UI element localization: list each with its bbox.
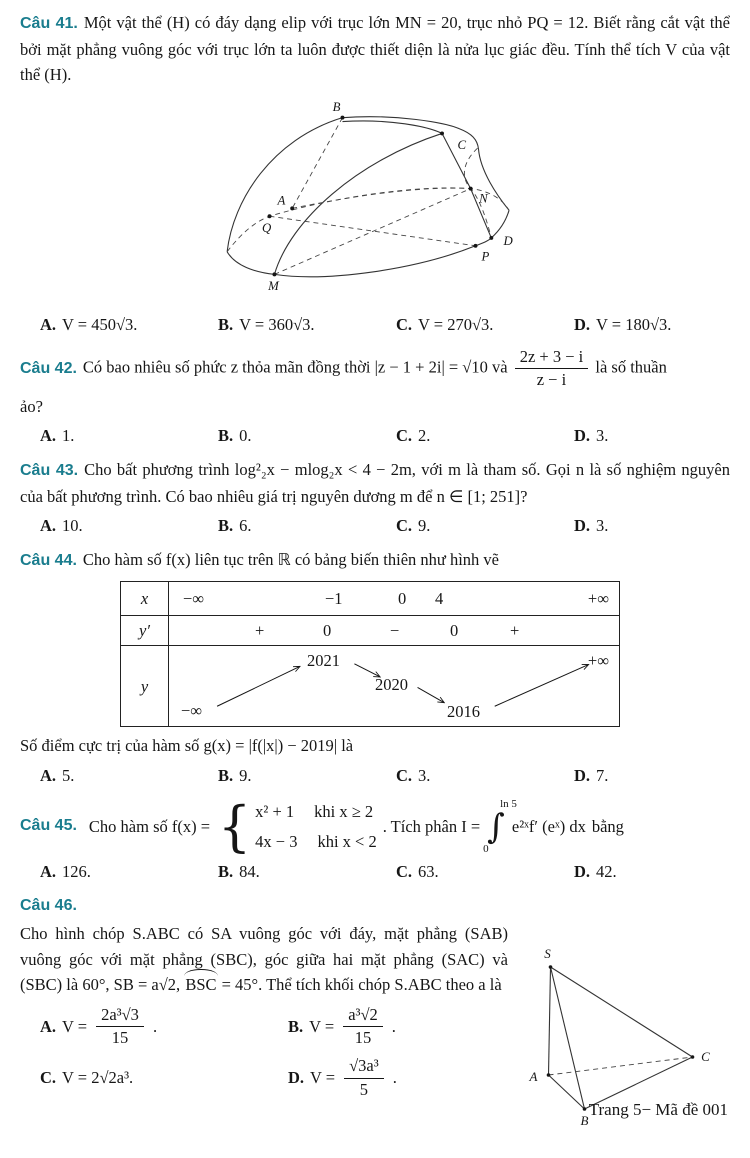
q42-options (40, 423, 730, 449)
q44-option-d: D. 7. (574, 765, 609, 785)
q44-option-a: A. 5. (40, 765, 75, 785)
q42-text-after: là số thuần (595, 357, 667, 377)
q44-label: Câu 44. (20, 551, 77, 569)
row-x-header: x (121, 582, 169, 615)
q43-label: Câu 43. (20, 461, 79, 479)
q46-option-c: C. V = 2√2a³. (40, 1068, 134, 1088)
label-P: P (481, 249, 490, 264)
q42-option-d: D. 3. (574, 426, 609, 446)
table-row-x: x −∞ −1 0 4 +∞ (121, 582, 619, 615)
q45-text-after: bằng (591, 816, 624, 836)
label-A: A (277, 193, 286, 208)
q44-option-b: B. 9. (218, 765, 252, 785)
q44-text: Cho hàm số f(x) liên tục trên ℝ có bảng biến thiên như hình vẽ (82, 549, 500, 569)
q46-statement (20, 921, 508, 998)
q41-label: Câu 41. (20, 15, 78, 32)
integral-upper-limit: ln 5 (500, 797, 517, 810)
q43-statement (20, 457, 730, 509)
q43-option-b: B. 6. (218, 516, 252, 536)
q41-statement (20, 10, 730, 88)
q43-option-d: D. 3. (574, 516, 609, 536)
q46-option-a: A. V = $\frac{\text{2a³√3}}{15}$ . (40, 1004, 288, 1050)
q45-option-c: C. 63. (396, 861, 439, 881)
q46-label: Câu 46. (20, 897, 77, 915)
fraction: $\frac{\text{2a³√3}}{15}$ (96, 1004, 144, 1050)
q45-option-b: B. 84. (218, 861, 260, 881)
table-row-y: y 2021 2020 2016 −∞ +∞ (121, 645, 619, 726)
table-row-y-prime: y′ + 0 − 0 + (121, 615, 619, 645)
q45-option-a: A. 126. (40, 861, 91, 881)
q42-option-c: C. 2. (396, 426, 431, 446)
label-S: S (544, 946, 551, 962)
label-B: B (580, 1113, 589, 1129)
q44-options (40, 763, 730, 789)
q46-heading (20, 892, 730, 919)
page-footer: Trang 5− Mã đề 001 (588, 1099, 728, 1119)
q45-piecewise-cases (255, 799, 377, 855)
row-yprime-header: y′ (121, 616, 169, 645)
integral-sign: ∫ (487, 806, 505, 847)
fraction: $\frac{\text{a³√2}}{15}$ (343, 1004, 383, 1050)
q43-option-a: A. 10. (40, 516, 83, 536)
q42-statement (20, 346, 730, 392)
label-N: N (479, 191, 488, 206)
q45-integrand: e²ˣf′ (eˣ) dx (511, 816, 586, 836)
label-A: A (529, 1069, 538, 1085)
label-Q: Q (261, 220, 272, 235)
q45-option-d: D. 42. (574, 861, 617, 881)
q41-option-d: D. V = 180√3. (574, 315, 672, 335)
q46-options (40, 1004, 508, 1101)
label-C: C (457, 138, 467, 153)
q41-text: Một vật thể (H) có đáy dạng elip với trục lớn MN = 20, trục nhỏ PQ = 12. Biết rằng cắt vật thể bởi mặt phẳng vuông góc với trục lớn ta luôn được thiết diện là nửa lục giác đều. Tính thể tích V của vật thể (H). (20, 13, 730, 85)
q45-integral (483, 797, 517, 855)
q42-fraction: $\frac{2z + 3 - i}{z - i}$ (515, 346, 589, 392)
q41-figure (215, 94, 535, 309)
integral-lower-limit: 0 (483, 842, 489, 855)
q46-option-d: D. V = $\frac{\text{√3a³}}{5}$ . (288, 1055, 508, 1101)
case-row: x² + 1 khi x ≥ 2 (255, 801, 374, 821)
q45-label: Câu 45. (20, 817, 77, 835)
q44-option-c: C. 3. (396, 765, 431, 785)
q43-option-c: C. 9. (396, 516, 431, 536)
fraction: $\frac{\text{√3a³}}{5}$ (344, 1055, 384, 1101)
q46-text-seg2: = 45°. Thể tích khối chóp S.ABC theo a là (217, 975, 502, 995)
q45-statement (20, 795, 730, 859)
q41-options (40, 312, 730, 338)
q44-post-text: Số điểm cực trị của hàm số g(x) = |f(|x|) − 2019| là (20, 736, 354, 756)
q41-option-a: A. V = 450√3. (40, 315, 138, 335)
label-D: D (503, 233, 513, 248)
q45-text-before: Cho hàm số f(x) = (88, 816, 211, 836)
q45-text-mid: . Tích phân I = (382, 816, 481, 836)
piecewise-brace: { (218, 795, 252, 859)
q46-left-column (20, 921, 518, 1158)
variation-table (120, 581, 620, 727)
q42-option-b: B. 0. (218, 426, 252, 446)
q42-text-before: Có bao nhiêu số phức z thỏa mãn đồng thời |z − 1 + 2i| = √10 và (82, 357, 508, 377)
q42-option-a: A. 1. (40, 426, 75, 446)
q43-text: Cho bất phương trình log²₂x − mlog₂x < 4 − 2m, với m là tham số. Gọi n là số nghiệm nguyên của bất phương trình. Có bao nhiêu giá trị nguyên dương m để n ∈ [1; 251]? (20, 459, 730, 506)
q46-option-b: B. V = $\frac{\text{a³√2}}{15}$ . (288, 1004, 508, 1050)
ellipse-solid-figure (215, 94, 535, 301)
q42-text-line2: ảo? (20, 396, 43, 416)
label-M: M (268, 279, 279, 294)
q42-label: Câu 42. (20, 359, 77, 377)
q46-text-seg1: Cho hình chóp S.ABC có SA vuông góc với đáy, mặt phẳng (SAB) vuông góc với mặt phẳng (SBC), góc giữa hai mặt phẳng (SAC) và (SBC) là 60°, SB = a√2, (20, 924, 508, 995)
q41-option-c: C. V = 270√3. (396, 315, 494, 335)
q41-option-b: B. V = 360√3. (218, 315, 315, 335)
q46-angle-bsc: BSC (184, 972, 217, 998)
label-B: B (332, 99, 341, 114)
q44-statement (20, 547, 730, 574)
case-row: 4x − 3 khi x < 2 (255, 832, 377, 852)
label-C: C (701, 1049, 710, 1065)
q45-options (40, 859, 730, 885)
row-y-header: y (121, 646, 169, 726)
q43-options (40, 513, 730, 539)
